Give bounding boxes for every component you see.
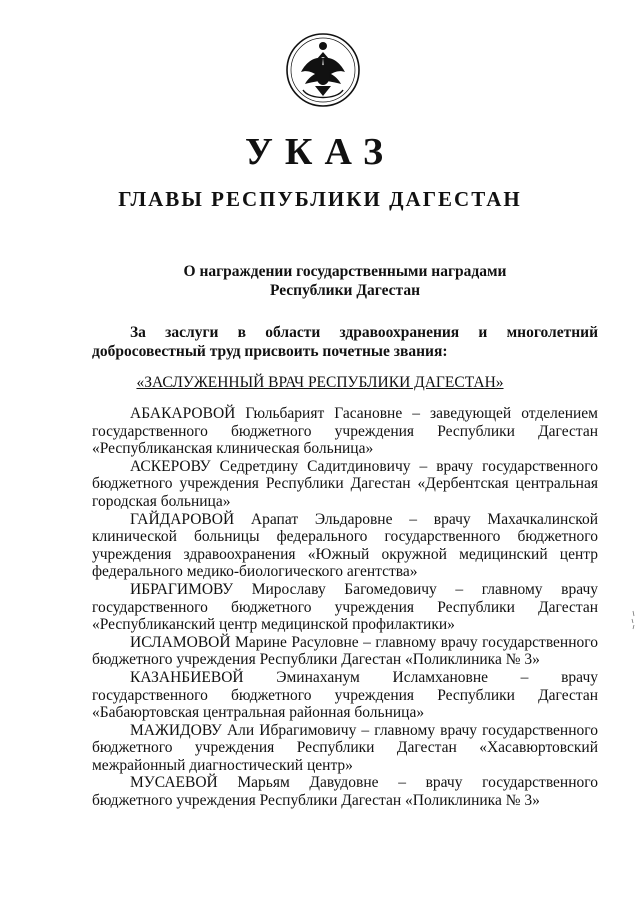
subject-heading bbox=[140, 262, 550, 300]
list-item: АБАКАРОВОЙ Гюльбарият Гасановне – заведующей отделением государственного бюджетного учреждения Республики Дагестан «Республиканская клиническая больница» bbox=[92, 405, 598, 458]
award-list bbox=[92, 405, 598, 810]
subject-line-2: Республики Дагестан bbox=[269, 282, 421, 299]
list-item: КАЗАНБИЕВОЙ Эминаханум Исламхановне – врачу государственного бюджетного учреждения Республики Дагестан «Бабаюртовская центральная районная больница» bbox=[92, 668, 598, 722]
list-item: МУСАЕВОЙ Марьям Давудовне – врачу государственного бюджетного учреждения Республики Дагестан «Поликлиника № 3» bbox=[92, 774, 598, 810]
list-item: МАЖИДОВУ Али Ибрагимовичу – главному врачу государственного бюджетного учреждения Республики Дагестан «Хасавюртовский межрайонный диагностический центр» bbox=[92, 721, 598, 774]
dagestan-coat-of-arms-icon bbox=[283, 30, 363, 110]
list-item: ИСЛАМОВОЙ Марине Расуловне – главному врачу государственного бюджетного учреждения Республики Дагестан «Поликлиника № 3» bbox=[92, 633, 598, 669]
subject-line-1: О награждении государственными наградами bbox=[183, 263, 507, 280]
intro-paragraph: За заслуги в области здравоохранения и многолетний добросовестный труд присвоить почетные звания: bbox=[92, 324, 598, 360]
list-item: ГАЙДАРОВОЙ Арапат Эльдаровне – врачу Махачкалинской клинической больницы федерального государственного бюджетного учреждения здравоохранения «Южный окружной медицинский центр федерального медико-биологического агентства» bbox=[92, 510, 598, 581]
list-item: АСКЕРОВУ Седретдину Садитдиновичу – врачу государственного бюджетного учреждения Республики Дагестан «Дербентская центральная городская больница» bbox=[92, 457, 598, 510]
margin-mark bbox=[629, 610, 637, 630]
award-title: «ЗАСЛУЖЕННЫЙ ВРАЧ РЕСПУБЛИКИ ДАГЕСТАН» bbox=[136, 374, 504, 391]
list-item: ИБРАГИМОВУ Мирославу Багомедовичу – главному врачу государственного бюджетного учреждения Республики Дагестан «Республиканский центр медицинской профилактики» bbox=[92, 580, 598, 634]
document-subtitle: ГЛАВЫ РЕСПУБЛИКИ ДАГЕСТАН bbox=[118, 187, 522, 211]
document-title: УКАЗ bbox=[245, 131, 395, 173]
